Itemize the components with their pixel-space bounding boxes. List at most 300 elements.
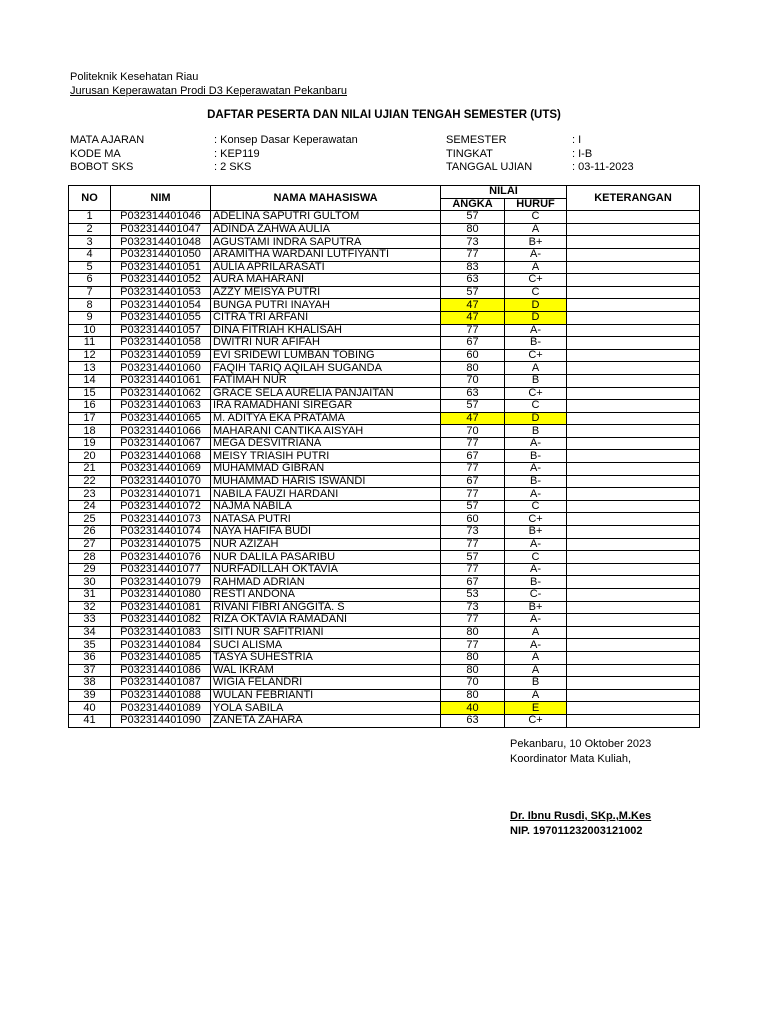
table-row xyxy=(69,412,700,425)
meta-label: MATA AJARAN xyxy=(70,134,145,146)
document-title: DAFTAR PESERTA DAN NILAI UJIAN TENGAH SEMESTER (UTS) xyxy=(207,109,561,121)
meta-row xyxy=(70,134,358,148)
cell-keterangan xyxy=(567,236,700,249)
cell-angka: 67 xyxy=(441,337,505,350)
table-row xyxy=(69,463,700,476)
cell-keterangan xyxy=(567,589,700,602)
cell-angka: 47 xyxy=(441,311,505,324)
cell-no: 13 xyxy=(69,362,111,375)
table-row xyxy=(69,563,700,576)
cell-angka: 73 xyxy=(441,236,505,249)
cell-nim: P032314401054 xyxy=(111,299,211,312)
cell-keterangan xyxy=(567,400,700,413)
cell-keterangan xyxy=(567,475,700,488)
cell-angka: 80 xyxy=(441,223,505,236)
cell-angka: 63 xyxy=(441,714,505,727)
cell-keterangan xyxy=(567,463,700,476)
cell-keterangan xyxy=(567,488,700,501)
cell-keterangan xyxy=(567,450,700,463)
cell-huruf: C+ xyxy=(505,349,567,362)
cell-angka: 60 xyxy=(441,349,505,362)
cell-nim: P032314401082 xyxy=(111,614,211,627)
cell-name: BUNGA PUTRI INAYAH xyxy=(211,299,441,312)
cell-huruf: B xyxy=(505,425,567,438)
cell-nim: P032314401069 xyxy=(111,463,211,476)
cell-huruf: A xyxy=(505,651,567,664)
cell-no: 29 xyxy=(69,563,111,576)
cell-name: DWITRI NUR AFIFAH xyxy=(211,337,441,350)
cell-keterangan xyxy=(567,211,700,224)
cell-no: 22 xyxy=(69,475,111,488)
cell-no: 36 xyxy=(69,651,111,664)
table-row xyxy=(69,475,700,488)
cell-keterangan xyxy=(567,349,700,362)
cell-keterangan xyxy=(567,299,700,312)
cell-name: SITI NUR SAFITRIANI xyxy=(211,626,441,639)
cell-name: WAL IKRAM xyxy=(211,664,441,677)
cell-keterangan xyxy=(567,651,700,664)
meta-value: : I-B xyxy=(572,147,593,160)
cell-no: 1 xyxy=(69,211,111,224)
cell-nim: P032314401074 xyxy=(111,526,211,539)
cell-nim: P032314401080 xyxy=(111,589,211,602)
cell-angka: 57 xyxy=(441,551,505,564)
col-header-huruf: HURUF xyxy=(505,198,567,211)
cell-angka: 53 xyxy=(441,589,505,602)
cell-keterangan xyxy=(567,248,700,261)
meta-label: KODE MA xyxy=(70,147,121,160)
cell-keterangan xyxy=(567,223,700,236)
cell-huruf: A- xyxy=(505,248,567,261)
cell-name: DINA FITRIAH KHALISAH xyxy=(211,324,441,337)
cell-keterangan xyxy=(567,425,700,438)
cell-name: AGUSTAMI INDRA SAPUTRA xyxy=(211,236,441,249)
table-row xyxy=(69,551,700,564)
cell-no: 28 xyxy=(69,551,111,564)
cell-keterangan xyxy=(567,274,700,287)
cell-no: 25 xyxy=(69,513,111,526)
cell-angka: 70 xyxy=(441,374,505,387)
cell-angka: 80 xyxy=(441,664,505,677)
meta-value: : I xyxy=(572,134,582,146)
cell-no: 18 xyxy=(69,425,111,438)
cell-keterangan xyxy=(567,387,700,400)
institution-header xyxy=(70,70,347,98)
cell-name: GRACE SELA AURELIA PANJAITAN xyxy=(211,387,441,400)
cell-nim: P032314401061 xyxy=(111,374,211,387)
table-row xyxy=(69,274,700,287)
cell-no: 24 xyxy=(69,500,111,513)
table-row xyxy=(69,589,700,602)
cell-angka: 77 xyxy=(441,463,505,476)
table-row xyxy=(69,576,700,589)
cell-no: 39 xyxy=(69,689,111,702)
table-row xyxy=(69,349,700,362)
cell-name: AURA MAHARANI xyxy=(211,274,441,287)
cell-keterangan xyxy=(567,614,700,627)
cell-name: SUCI ALISMA xyxy=(211,639,441,652)
cell-huruf: C xyxy=(505,400,567,413)
table-row xyxy=(69,677,700,690)
cell-huruf: A- xyxy=(505,463,567,476)
cell-huruf: C xyxy=(505,286,567,299)
cell-huruf: B+ xyxy=(505,236,567,249)
cell-name: WULAN FEBRIANTI xyxy=(211,689,441,702)
cell-angka: 80 xyxy=(441,651,505,664)
cell-name: AULIA APRILARASATI xyxy=(211,261,441,274)
cell-name: IRA RAMADHANI SIREGAR xyxy=(211,400,441,413)
cell-nim: P032314401047 xyxy=(111,223,211,236)
meta-label: TANGGAL UJIAN xyxy=(446,161,533,173)
cell-name: YOLA SABILA xyxy=(211,702,441,715)
cell-keterangan xyxy=(567,286,700,299)
cell-no: 6 xyxy=(69,274,111,287)
table-row xyxy=(69,311,700,324)
cell-no: 19 xyxy=(69,437,111,450)
cell-no: 16 xyxy=(69,400,111,413)
cell-angka: 70 xyxy=(441,425,505,438)
cell-angka: 67 xyxy=(441,576,505,589)
table-row xyxy=(69,714,700,727)
cell-huruf: D xyxy=(505,299,567,312)
cell-no: 2 xyxy=(69,223,111,236)
cell-angka: 67 xyxy=(441,475,505,488)
table-row xyxy=(69,488,700,501)
cell-nim: P032314401077 xyxy=(111,563,211,576)
cell-name: FATIMAH NUR xyxy=(211,374,441,387)
cell-no: 27 xyxy=(69,538,111,551)
cell-no: 26 xyxy=(69,526,111,539)
table-row xyxy=(69,223,700,236)
cell-keterangan xyxy=(567,500,700,513)
cell-angka: 77 xyxy=(441,614,505,627)
cell-nim: P032314401081 xyxy=(111,601,211,614)
cell-nim: P032314401053 xyxy=(111,286,211,299)
cell-name: NATASA PUTRI xyxy=(211,513,441,526)
cell-name: M. ADITYA EKA PRATAMA xyxy=(211,412,441,425)
table-row xyxy=(69,387,700,400)
table-row xyxy=(69,236,700,249)
meta-row xyxy=(446,134,634,148)
cell-angka: 40 xyxy=(441,702,505,715)
cell-name: NURFADILLAH OKTAVIA xyxy=(211,563,441,576)
cell-nim: P032314401063 xyxy=(111,400,211,413)
meta-row xyxy=(446,148,634,162)
cell-name: MEGA DESVITRIANA xyxy=(211,437,441,450)
cell-name: CITRA TRI ARFANI xyxy=(211,311,441,324)
table-row xyxy=(69,538,700,551)
cell-name: ADINDA ZAHWA AULIA xyxy=(211,223,441,236)
cell-nim: P032314401072 xyxy=(111,500,211,513)
table-row xyxy=(69,437,700,450)
cell-name: RESTI ANDONA xyxy=(211,589,441,602)
cell-angka: 73 xyxy=(441,601,505,614)
meta-value: : Konsep Dasar Keperawatan xyxy=(214,134,358,146)
cell-nim: P032314401065 xyxy=(111,412,211,425)
table-row xyxy=(69,337,700,350)
col-header-name: NAMA MAHASISWA xyxy=(211,186,441,211)
meta-value: : KEP119 xyxy=(214,147,260,160)
cell-keterangan xyxy=(567,689,700,702)
cell-name: MAHARANI CANTIKA AISYAH xyxy=(211,425,441,438)
cell-keterangan xyxy=(567,538,700,551)
cell-keterangan xyxy=(567,677,700,690)
cell-no: 4 xyxy=(69,248,111,261)
institution-name: Politeknik Kesehatan Riau xyxy=(70,71,199,83)
cell-name: NABILA FAUZI HARDANI xyxy=(211,488,441,501)
cell-no: 35 xyxy=(69,639,111,652)
col-header-nim: NIM xyxy=(111,186,211,211)
table-row xyxy=(69,248,700,261)
cell-angka: 80 xyxy=(441,626,505,639)
cell-nim: P032314401068 xyxy=(111,450,211,463)
table-row xyxy=(69,614,700,627)
meta-label: BOBOT SKS xyxy=(70,161,134,173)
cell-name: MUHAMMAD GIBRAN xyxy=(211,463,441,476)
cell-huruf: B xyxy=(505,677,567,690)
cell-nim: P032314401048 xyxy=(111,236,211,249)
cell-no: 7 xyxy=(69,286,111,299)
cell-no: 3 xyxy=(69,236,111,249)
grades-table xyxy=(68,185,700,728)
cell-angka: 77 xyxy=(441,538,505,551)
cell-nim: P032314401058 xyxy=(111,337,211,350)
cell-nim: P032314401079 xyxy=(111,576,211,589)
cell-angka: 77 xyxy=(441,324,505,337)
cell-keterangan xyxy=(567,639,700,652)
cell-nim: P032314401084 xyxy=(111,639,211,652)
cell-keterangan xyxy=(567,551,700,564)
cell-no: 32 xyxy=(69,601,111,614)
cell-angka: 47 xyxy=(441,412,505,425)
col-header-nilai: NILAI xyxy=(441,186,567,199)
cell-no: 17 xyxy=(69,412,111,425)
meta-row xyxy=(446,161,634,175)
cell-nim: P032314401059 xyxy=(111,349,211,362)
cell-angka: 77 xyxy=(441,437,505,450)
cell-nim: P032314401085 xyxy=(111,651,211,664)
table-row xyxy=(69,651,700,664)
header-row xyxy=(69,186,700,199)
cell-huruf: A- xyxy=(505,538,567,551)
cell-angka: 77 xyxy=(441,488,505,501)
cell-nim: P032314401090 xyxy=(111,714,211,727)
cell-name: RIVANI FIBRI ANGGITA. S xyxy=(211,601,441,614)
cell-angka: 73 xyxy=(441,526,505,539)
cell-angka: 77 xyxy=(441,639,505,652)
cell-name: TASYA SUHESTRIA xyxy=(211,651,441,664)
cell-name: NUR DALILA PASARIBU xyxy=(211,551,441,564)
cell-keterangan xyxy=(567,362,700,375)
cell-keterangan xyxy=(567,563,700,576)
cell-keterangan xyxy=(567,601,700,614)
cell-angka: 57 xyxy=(441,286,505,299)
cell-angka: 57 xyxy=(441,500,505,513)
cell-no: 34 xyxy=(69,626,111,639)
cell-name: MUHAMMAD HARIS ISWANDI xyxy=(211,475,441,488)
cell-nim: P032314401087 xyxy=(111,677,211,690)
cell-no: 41 xyxy=(69,714,111,727)
cell-nim: P032314401057 xyxy=(111,324,211,337)
cell-huruf: C+ xyxy=(505,274,567,287)
cell-huruf: B- xyxy=(505,337,567,350)
table-row xyxy=(69,362,700,375)
meta-value: : 03-11-2023 xyxy=(572,161,634,173)
cell-name: RAHMAD ADRIAN xyxy=(211,576,441,589)
cell-no: 37 xyxy=(69,664,111,677)
cell-huruf: C xyxy=(505,551,567,564)
col-header-no: NO xyxy=(69,186,111,211)
signature-role: Koordinator Mata Kuliah, xyxy=(510,752,632,765)
cell-huruf: A xyxy=(505,223,567,236)
cell-huruf: B- xyxy=(505,475,567,488)
department-name: Jurusan Keperawatan Prodi D3 Keperawatan Pekanbaru xyxy=(70,85,348,97)
cell-name: WIGIA FELANDRI xyxy=(211,677,441,690)
cell-nim: P032314401073 xyxy=(111,513,211,526)
cell-keterangan xyxy=(567,437,700,450)
cell-keterangan xyxy=(567,702,700,715)
cell-keterangan xyxy=(567,374,700,387)
cell-angka: 70 xyxy=(441,677,505,690)
cell-huruf: B+ xyxy=(505,526,567,539)
cell-huruf: A xyxy=(505,664,567,677)
cell-angka: 80 xyxy=(441,689,505,702)
cell-no: 21 xyxy=(69,463,111,476)
cell-huruf: C+ xyxy=(505,714,567,727)
cell-nim: P032314401076 xyxy=(111,551,211,564)
cell-angka: 63 xyxy=(441,274,505,287)
cell-nim: P032314401055 xyxy=(111,311,211,324)
cell-keterangan xyxy=(567,526,700,539)
cell-nim: P032314401062 xyxy=(111,387,211,400)
meta-row xyxy=(70,161,358,175)
cell-name: RIZA OKTAVIA RAMADANI xyxy=(211,614,441,627)
cell-no: 33 xyxy=(69,614,111,627)
cell-huruf: C+ xyxy=(505,513,567,526)
table-row xyxy=(69,324,700,337)
table-row xyxy=(69,702,700,715)
table-row xyxy=(69,526,700,539)
cell-angka: 63 xyxy=(441,387,505,400)
table-row xyxy=(69,513,700,526)
cell-no: 31 xyxy=(69,589,111,602)
table-row xyxy=(69,601,700,614)
cell-huruf: D xyxy=(505,412,567,425)
table-row xyxy=(69,261,700,274)
cell-name: MEISY TRIASIH PUTRI xyxy=(211,450,441,463)
cell-huruf: E xyxy=(505,702,567,715)
cell-name: AZZY MEISYA PUTRI xyxy=(211,286,441,299)
cell-nim: P032314401075 xyxy=(111,538,211,551)
table-row xyxy=(69,374,700,387)
cell-no: 20 xyxy=(69,450,111,463)
cell-angka: 60 xyxy=(441,513,505,526)
meta-label: SEMESTER xyxy=(446,134,507,146)
signatory-nip: NIP. 197011232003121002 xyxy=(510,824,643,837)
cell-nim: P032314401086 xyxy=(111,664,211,677)
cell-nim: P032314401070 xyxy=(111,475,211,488)
cell-keterangan xyxy=(567,513,700,526)
table-row xyxy=(69,689,700,702)
cell-huruf: A- xyxy=(505,437,567,450)
cell-angka: 80 xyxy=(441,362,505,375)
cell-no: 15 xyxy=(69,387,111,400)
table-row xyxy=(69,626,700,639)
grades-table-body xyxy=(69,211,700,727)
cell-no: 30 xyxy=(69,576,111,589)
cell-nim: P032314401052 xyxy=(111,274,211,287)
cell-angka: 57 xyxy=(441,211,505,224)
cell-angka: 77 xyxy=(441,563,505,576)
cell-nim: P032314401071 xyxy=(111,488,211,501)
table-row xyxy=(69,450,700,463)
cell-no: 11 xyxy=(69,337,111,350)
cell-name: NUR AZIZAH xyxy=(211,538,441,551)
cell-keterangan xyxy=(567,261,700,274)
cell-huruf: A xyxy=(505,261,567,274)
cell-huruf: C- xyxy=(505,589,567,602)
cell-nim: P032314401089 xyxy=(111,702,211,715)
signatory-name: Dr. Ibnu Rusdi, SKp.,M.Kes xyxy=(510,810,652,822)
table-row xyxy=(69,639,700,652)
cell-no: 8 xyxy=(69,299,111,312)
cell-nim: P032314401066 xyxy=(111,425,211,438)
cell-keterangan xyxy=(567,714,700,727)
cell-huruf: B- xyxy=(505,450,567,463)
table-row xyxy=(69,211,700,224)
cell-huruf: C xyxy=(505,500,567,513)
course-info-right xyxy=(446,134,634,175)
cell-nim: P032314401051 xyxy=(111,261,211,274)
cell-no: 14 xyxy=(69,374,111,387)
cell-no: 23 xyxy=(69,488,111,501)
col-header-angka: ANGKA xyxy=(441,198,505,211)
cell-nim: P032314401050 xyxy=(111,248,211,261)
meta-label: TINGKAT xyxy=(446,147,493,160)
cell-name: FAQIH TARIQ AQILAH SUGANDA xyxy=(211,362,441,375)
cell-nim: P032314401060 xyxy=(111,362,211,375)
cell-keterangan xyxy=(567,664,700,677)
cell-name: NAYA HAFIFA BUDI xyxy=(211,526,441,539)
signature-place-date: Pekanbaru, 10 Oktober 2023 xyxy=(510,738,652,750)
cell-huruf: B+ xyxy=(505,601,567,614)
cell-keterangan xyxy=(567,626,700,639)
cell-name: ZANETA ZAHARA xyxy=(211,714,441,727)
cell-huruf: B xyxy=(505,374,567,387)
cell-huruf: C+ xyxy=(505,387,567,400)
cell-angka: 47 xyxy=(441,299,505,312)
cell-angka: 77 xyxy=(441,248,505,261)
cell-no: 5 xyxy=(69,261,111,274)
cell-huruf: A- xyxy=(505,614,567,627)
col-header-keterangan: KETERANGAN xyxy=(567,186,700,211)
cell-huruf: A xyxy=(505,689,567,702)
table-row xyxy=(69,500,700,513)
course-info-left xyxy=(70,134,358,175)
table-row xyxy=(69,299,700,312)
cell-nim: P032314401088 xyxy=(111,689,211,702)
cell-nim: P032314401067 xyxy=(111,437,211,450)
cell-angka: 67 xyxy=(441,450,505,463)
cell-name: ADELINA SAPUTRI GULTOM xyxy=(211,211,441,224)
table-row xyxy=(69,664,700,677)
cell-angka: 83 xyxy=(441,261,505,274)
table-row xyxy=(69,400,700,413)
cell-no: 10 xyxy=(69,324,111,337)
cell-huruf: C xyxy=(505,211,567,224)
cell-huruf: A- xyxy=(505,488,567,501)
cell-nim: P032314401083 xyxy=(111,626,211,639)
